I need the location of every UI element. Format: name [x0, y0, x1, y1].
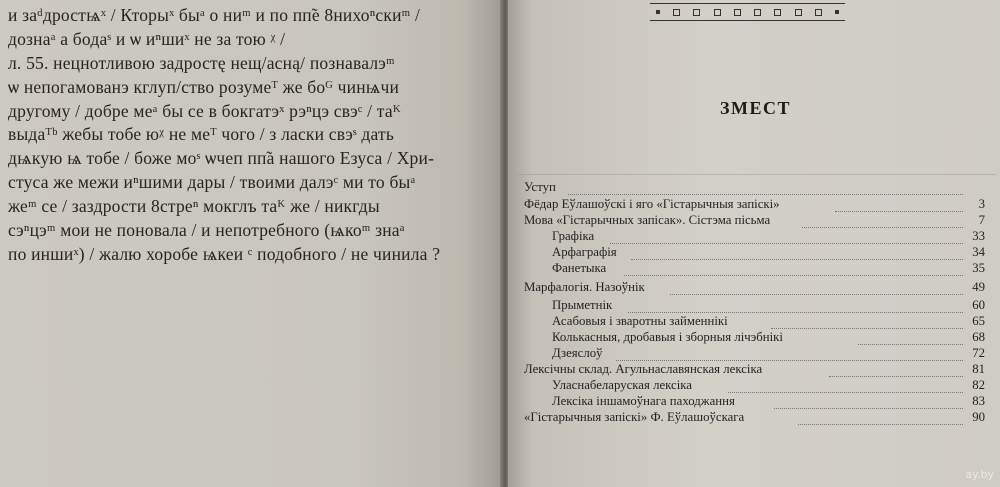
- text-line: стуса же межи иⁿшими дары / твоими далэᶜ ми то быᵃ: [8, 172, 416, 192]
- toc-page-number: 34: [972, 245, 985, 259]
- toc-entry-label: Лексічны склад. Агульнаславянская лексіка: [524, 362, 763, 376]
- toc-entry-label: Марфалогія. Назоўнік: [524, 280, 645, 294]
- toc-leader-dots: [798, 410, 963, 425]
- toc-entry-label: Колькасныя, дробавыя і зборныя лічэбнікі: [552, 330, 783, 344]
- toc-page-number: 35: [972, 261, 985, 275]
- toc-page-number: 65: [972, 314, 985, 328]
- watermark-logo: ay.by: [965, 468, 994, 481]
- toc-page-number: 68: [972, 330, 985, 344]
- toc-leader-dots: [568, 180, 963, 195]
- text-line: выдаᵀᵇ жебы тобе юᵡ не меᵀ чого / з ласки свэˢ дать: [8, 124, 395, 144]
- text-line: сэⁿцэᵐ мои не поновала / и непотребного (ѩкоᵐ знаᵃ: [8, 220, 405, 240]
- toc-entry: [524, 410, 989, 428]
- toc-leader-dots: [771, 314, 963, 329]
- toc-entry: [524, 280, 989, 298]
- toc-entry-label: Уласнабеларуская лексіка: [552, 378, 692, 392]
- toc-leader-dots: [829, 362, 963, 377]
- toc-page-number: 33: [972, 229, 985, 243]
- toc-page-number: 60: [972, 298, 985, 312]
- toc-leader-dots: [728, 378, 963, 393]
- toc-entry: [524, 180, 989, 198]
- toc-page-number: 81: [972, 362, 985, 376]
- toc-entry-label: Фанетыка: [552, 261, 607, 275]
- toc-leader-dots: [624, 261, 963, 276]
- toc-leader-dots: [774, 394, 963, 409]
- toc-entry-label: Фёдар Еўлашоўскі і яго «Гістарычныя запіскі»: [524, 197, 780, 211]
- toc-page-number: 49: [972, 280, 985, 294]
- toc-page-number: 3: [978, 197, 985, 211]
- toc-entry-label: Графіка: [552, 229, 595, 243]
- toc-entry-label: Арфаграфія: [552, 245, 617, 259]
- toc-entry-label: Дзеяслоў: [552, 346, 603, 360]
- text-line: по иншиˣ) / жалю хоробе ѩкеи ᶜ подобного / не чинила ?: [8, 244, 441, 264]
- toc-leader-dots: [610, 229, 963, 244]
- toc-page-number: 7: [978, 213, 985, 227]
- page-divider: [516, 174, 996, 175]
- text-line: жеᵐ се / заздрости 8стреⁿ мокглъ таᴷ же / никгды: [8, 196, 380, 216]
- text-line: дѩкую ѩ тобе / боже моˢ ѡчеп пп̃а нашого Езуса / Хри-: [8, 148, 435, 168]
- toc-entry: [524, 261, 989, 279]
- toc-leader-dots: [628, 298, 963, 313]
- toc-page-number: 90: [972, 410, 985, 424]
- text-line: другому / добре меᵃ бы се в бокгатэˣ рэⁿцэ свэᶜ / таᴷ: [8, 101, 402, 121]
- toc-page-number: 72: [972, 346, 985, 360]
- toc-leader-dots: [631, 245, 963, 260]
- toc-entry-label: Мова «Гістарычных запісак». Сістэма пісьма: [524, 213, 771, 227]
- toc-leader-dots: [835, 197, 963, 212]
- text-line: и заᵈдростѩˣ / Кторыˣ быᵃ о ниᵐ и по пп̃е 8нихоⁿскиᵐ /: [8, 5, 421, 25]
- toc-leader-dots: [670, 280, 963, 295]
- toc-leader-dots: [802, 213, 963, 228]
- toc-entry-label: Прыметнік: [552, 298, 613, 312]
- toc-entry-label: Лексіка іншамоўнага паходжання: [552, 394, 735, 408]
- toc-leader-dots: [858, 330, 963, 345]
- toc-heading: ЗМЕСТ: [720, 98, 792, 118]
- text-line: ѡ непогамованэ кглуп/ство розумеᵀ же боᴳ чинѩчи: [8, 77, 400, 97]
- toc-page-number: 83: [972, 394, 985, 408]
- toc-entry-label: Асабовыя і зваротны займеннікі: [552, 314, 728, 328]
- text-line: дознаᵃ а бодаˢ и ѡ иⁿшиˣ не за тою ᵡ /: [8, 29, 286, 49]
- decorative-ornament-band: [650, 3, 845, 21]
- text-line: л. 55. нецнотливою задростę нещ/аснą/ познавалэᵐ: [8, 53, 395, 73]
- toc-page-number: 82: [972, 378, 985, 392]
- toc-entry-label: «Гістарычныя запіскі» Ф. Еўлашоўскага: [524, 410, 745, 424]
- toc-leader-dots: [616, 346, 963, 361]
- toc-entry-label: Уступ: [524, 180, 556, 194]
